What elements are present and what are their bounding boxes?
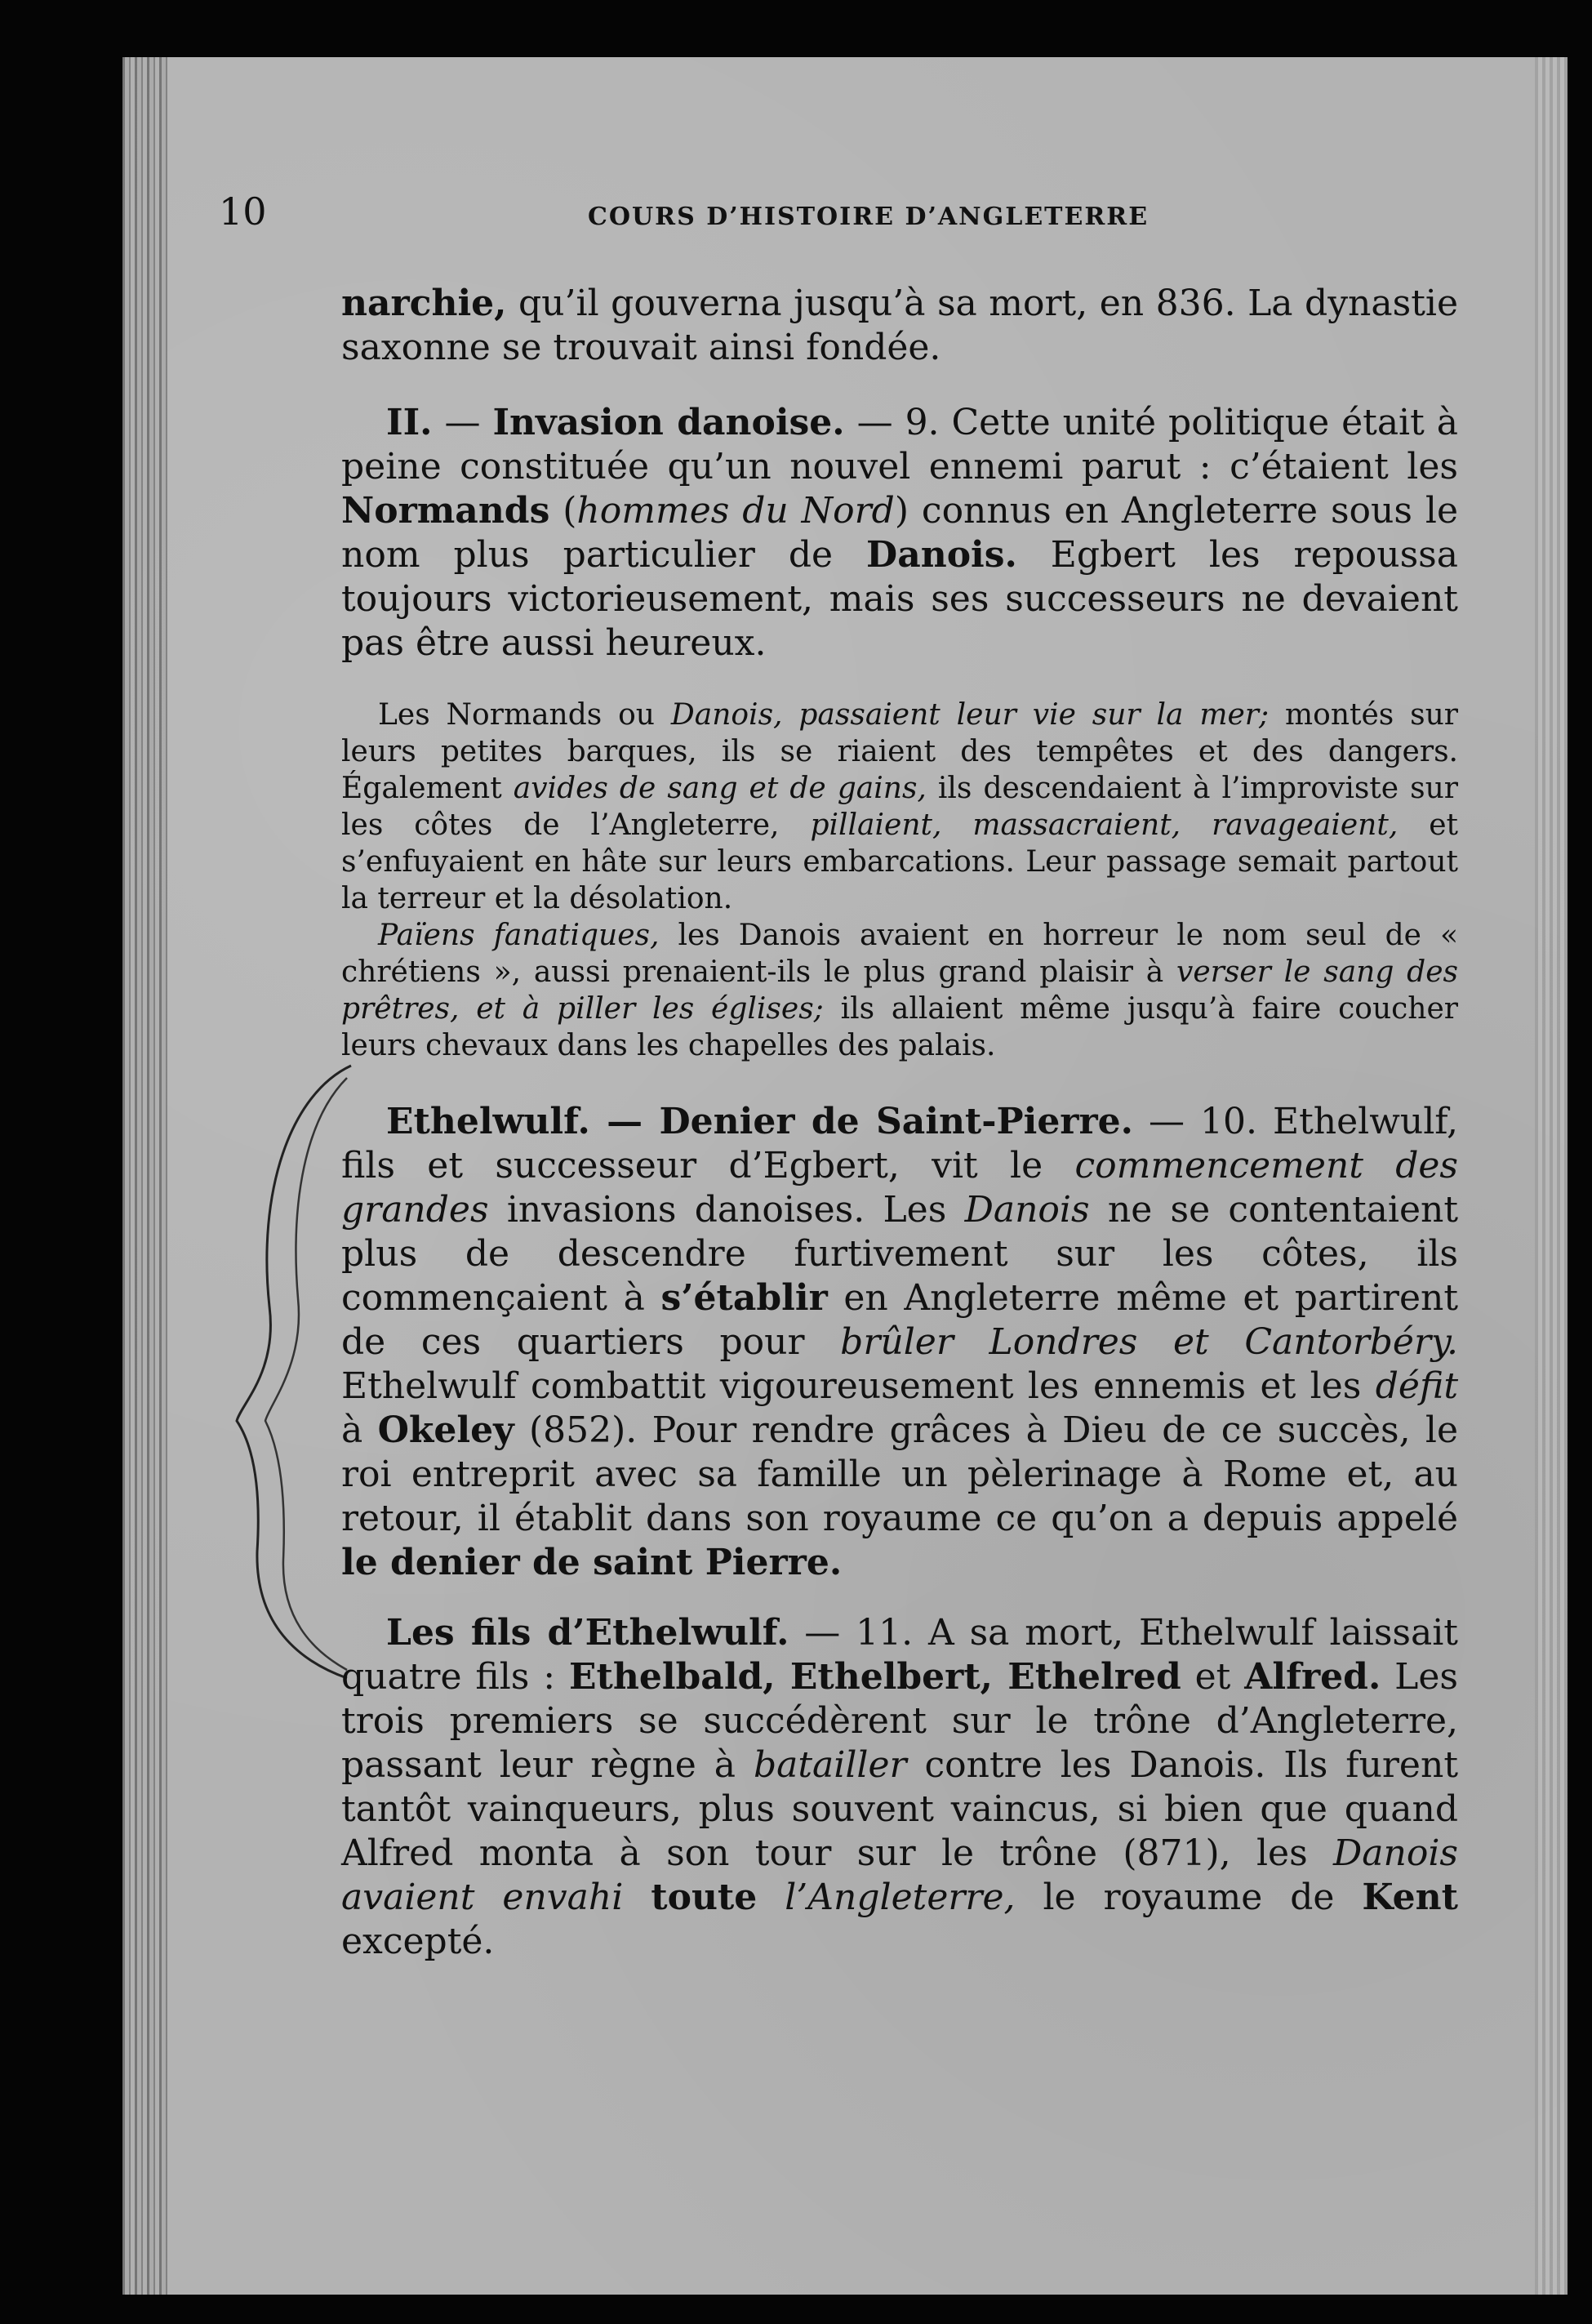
text-run: qu’il gouverna jusqu’à sa mort, en 836. La dynastie saxonne se trouvait ainsi fondée. <box>341 283 1458 368</box>
section-title: Invasion danoise. <box>492 402 845 443</box>
italic-term: Danois avaient envahi <box>341 1832 1458 1918</box>
text-run <box>623 1877 651 1918</box>
text-run: Les trois premiers se succédèrent sur le trône d’Angleterre, passant leur règne à <box>341 1656 1458 1786</box>
bold-term: Danois. <box>866 534 1017 576</box>
text-run: ) connus en Angleterre sous le nom plus particulier de <box>341 490 1458 576</box>
italic-term: brûler Londres et Cantorbéry. <box>840 1321 1458 1363</box>
page-header <box>219 189 1239 238</box>
italic-term: commencement des grandes <box>341 1145 1458 1231</box>
text-run: — 10. Ethelwulf, fils et successeur d’Egbert, vit le <box>341 1101 1458 1186</box>
italic-term: Danois <box>964 1189 1090 1231</box>
bold-term: Normands <box>341 490 550 532</box>
italic-term: avides de sang et de gains, <box>513 772 927 805</box>
text-run: en Angleterre même et partirent de ces quartiers pour <box>341 1277 1458 1363</box>
section-invasion-danoise <box>341 401 1458 666</box>
running-title: COURS D’HISTOIRE D’ANGLETERRE <box>588 203 1150 231</box>
italic-term: Païens fanatiques, <box>378 919 660 952</box>
text-run: et s’enfuyaient en hâte sur leurs embarcations. Leur passage semait partout la terreur et la désolation. <box>341 808 1458 915</box>
italic-term: Danois, passaient leur vie sur la mer; <box>670 698 1270 732</box>
section-fils-ethelwulf <box>341 1611 1458 1964</box>
bold-term: Kent <box>1362 1877 1458 1918</box>
page-number: 10 <box>219 189 267 234</box>
text-run: — 9. Cette unité politique était à peine constituée qu’un nouvel ennemi parut : c’étaient les <box>341 402 1459 488</box>
text-run: le royaume de <box>1015 1877 1363 1918</box>
text-run: ils allaient même jusqu’à faire coucher leurs chevaux dans les chapelles des palais. <box>341 992 1459 1062</box>
bold-term: Okeley <box>377 1409 514 1451</box>
section-title: Ethelwulf. — Denier de Saint-Pierre. <box>386 1101 1133 1142</box>
text-run: Les Normands ou <box>378 698 671 732</box>
bold-term: le denier de saint Pierre. <box>341 1542 843 1583</box>
text-run: à <box>341 1409 378 1451</box>
section-title: Les fils d’Ethelwulf. <box>386 1612 789 1654</box>
text-run: excepté. <box>341 1921 495 1962</box>
text-run: montés sur leurs petites barques, ils se riaient des tempêtes et des dangers. Également <box>341 698 1459 805</box>
bold-term: narchie, <box>341 283 507 324</box>
text-run: invasions danoises. Les <box>488 1189 965 1231</box>
text-run: et <box>1181 1656 1245 1698</box>
text-run: — 11. A sa mort, Ethelwulf laissait quatre fils : <box>341 1612 1458 1698</box>
italic-term: pillaient, massacraient, ravageaient, <box>810 808 1399 842</box>
text-run: Egbert les repoussa toujours victorieusement, mais ses successeurs ne devaient pas être aussi heureux. <box>341 534 1458 664</box>
text-run: (852). Pour rendre grâces à Dieu de ce succès, le roi entreprit avec sa famille un pèlerinage à Rome et, au retour, il établit dans son royaume ce qu’on a depuis appelé <box>341 1409 1458 1539</box>
note-paiens <box>341 917 1458 1064</box>
section-number: II. <box>386 402 433 443</box>
text-run <box>757 1877 785 1918</box>
text-run: les Danois avaient en horreur le nom seul de « chrétiens », aussi prenaient-ils le plus grand plaisir à <box>341 919 1458 989</box>
section-ethelwulf <box>341 1100 1458 1585</box>
italic-term: verser le sang des prêtres, et à piller les églises; <box>341 955 1458 1026</box>
text-run: ne se contentaient plus de descendre furtivement sur les côtes, ils commençaient à <box>341 1189 1458 1319</box>
page-body <box>341 282 1458 1964</box>
italic-term: hommes du Nord <box>576 490 895 532</box>
note-normands <box>341 697 1458 917</box>
paragraph-continuation <box>341 282 1458 370</box>
text-run: Ethelwulf combattit vigoureusement les ennemis et les <box>341 1365 1376 1407</box>
text-run: ils descendaient à l’improviste sur les côtes de l’Angleterre, <box>341 772 1458 842</box>
italic-term: défit <box>1375 1365 1458 1407</box>
italic-term: l’Angleterre, <box>785 1877 1016 1918</box>
bold-term: Alfred. <box>1244 1656 1381 1698</box>
text-run: contre les Danois. Ils furent tantôt vainqueurs, plus souvent vaincus, si bien que quand Alfred monta à son tour sur le trône (871), les <box>341 1744 1458 1874</box>
bold-term: toute <box>651 1877 758 1918</box>
handwritten-bracket-mark <box>233 1062 355 1682</box>
text-run: — <box>432 402 493 443</box>
text-run: ( <box>549 490 577 532</box>
bold-term: Ethelbald, Ethelbert, Ethelred <box>568 1656 1181 1698</box>
italic-term: batailler <box>753 1744 907 1786</box>
bold-term: s’établir <box>660 1277 828 1319</box>
